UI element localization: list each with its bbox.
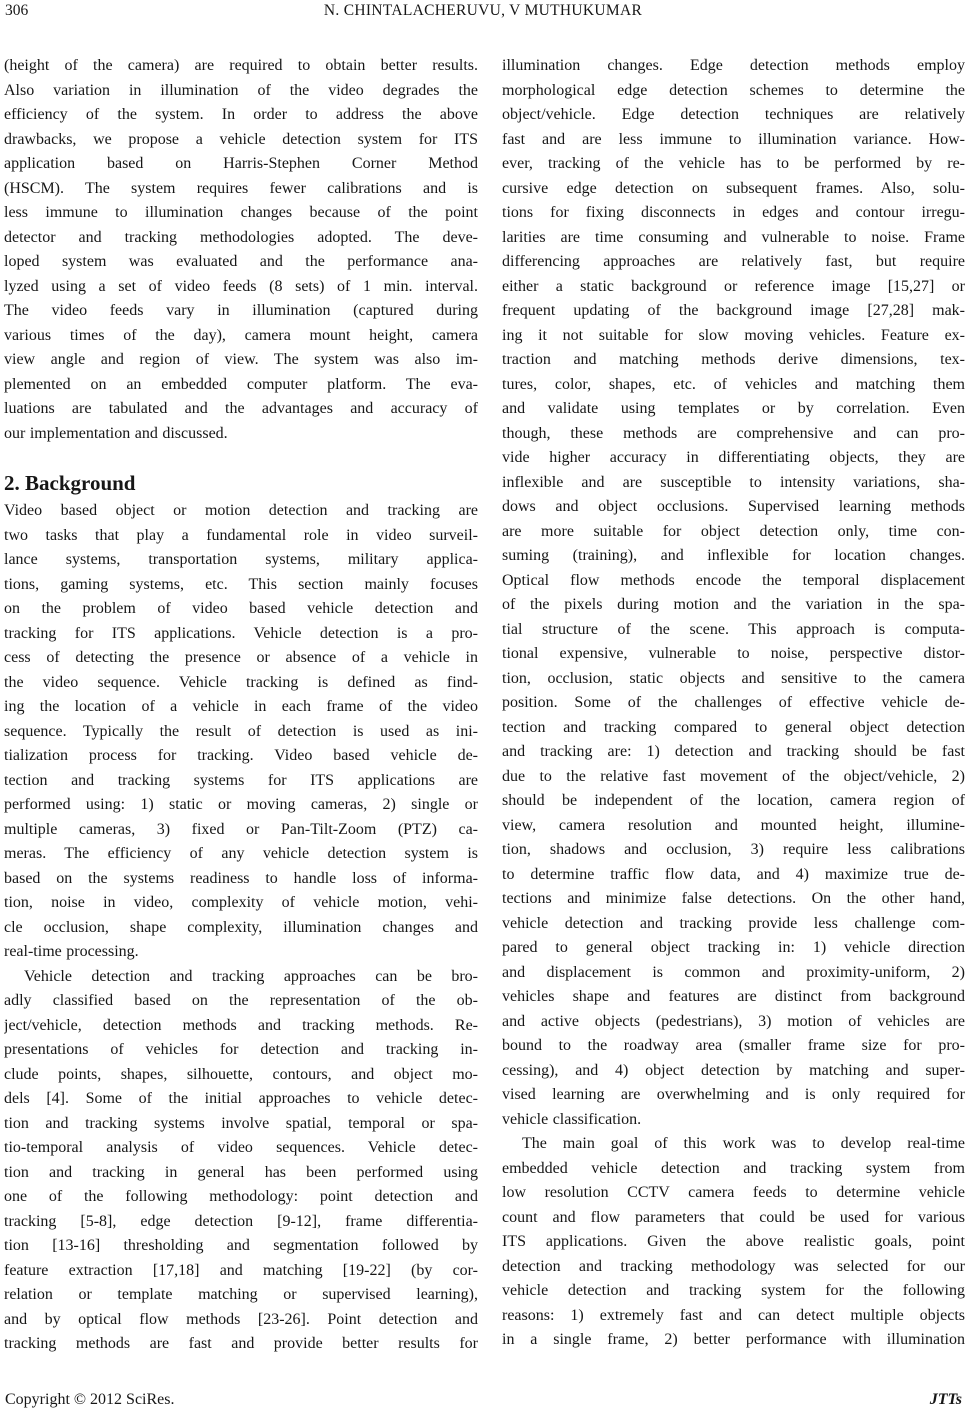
text-line: detector and tracking methodologies adopted. The deve- bbox=[4, 228, 478, 246]
text-line: sequence. Typically the result of detection is used as ini- bbox=[4, 722, 478, 740]
text-line: illumination changes. Edge detection methods employ bbox=[502, 57, 965, 74]
text-line: position. Some of the challenges of effective vehicle de- bbox=[502, 694, 965, 711]
section-heading: 2. Background bbox=[4, 471, 136, 495]
running-head: N. CHINTALACHERUVU, V MUTHUKUMAR bbox=[323, 2, 643, 19]
text-line: in a single frame, 2) better performance with illumination bbox=[502, 1331, 965, 1348]
text-line: ing the location of a vehicle in each frame of the video bbox=[4, 698, 478, 715]
text-line: drawbacks, we propose a vehicle detection system for ITS bbox=[4, 130, 478, 148]
text-line: and displacement is common and proximity-uniform, 2) bbox=[502, 963, 965, 981]
text-line: plemented on an embedded computer platform. The eva- bbox=[4, 375, 478, 393]
text-line: count and flow parameters that could be used for various bbox=[502, 1208, 965, 1226]
two-column-body bbox=[4, 57, 965, 1360]
text-line: larities are time consuming and vulnerable to noise. Frame bbox=[502, 228, 965, 246]
text-line: tion, shadows and occlusion, 3) require less calibrations bbox=[502, 841, 965, 858]
text-line: tions, gaming systems, etc. This section mainly focuses bbox=[4, 575, 478, 593]
text-line: application based on Harris-Stephen Corner Method bbox=[4, 155, 478, 172]
text-line: less immune to illumination changes because of the point bbox=[4, 204, 478, 221]
text-line: and tracking are: 1) detection and tracking should be fast bbox=[502, 743, 965, 760]
text-line: of the pixels during motion and the variation in the spa- bbox=[502, 596, 965, 613]
text-line: vehicles shape and features are distinct from background bbox=[502, 988, 965, 1005]
text-line: vehicle detection and tracking provide less challenge com- bbox=[502, 914, 965, 932]
text-line: ject/vehicle, detection methods and tracking methods. Re- bbox=[4, 1016, 478, 1034]
text-line: and validate using templates or by correlation. Even bbox=[502, 400, 965, 417]
text-line: Video based object or motion detection and tracking are bbox=[4, 502, 478, 519]
text-line: traction and matching methods derive dimensions, tex- bbox=[502, 351, 965, 368]
text-line: vised learning are overwhelming and is only required for bbox=[502, 1086, 965, 1103]
text-line: inflexible and are susceptible to intensity variations, sha- bbox=[502, 473, 965, 491]
text-line: view, camera resolution and mounted height, illumine- bbox=[502, 816, 965, 834]
text-line: pared to general object tracking in: 1) vehicle direction bbox=[502, 939, 965, 956]
text-line: to determine traffic flow data, and 4) maximize true de- bbox=[502, 865, 965, 883]
text-line: cursive edge detection on subsequent frames. Also, solu- bbox=[502, 179, 965, 197]
text-line: loped system was evaluated and the performance ana- bbox=[4, 253, 478, 270]
text-line: due to the relative fast movement of the object/vehicle, 2) bbox=[502, 767, 965, 785]
text-line: tion, occlusion, static objects and sensitive to the camera bbox=[502, 669, 965, 687]
page-number: 306 bbox=[5, 2, 29, 19]
left-column bbox=[4, 57, 478, 1360]
text-line: vehicle classification. bbox=[502, 1110, 642, 1128]
text-line: tial structure of the scene. This approach is computa- bbox=[502, 620, 965, 638]
text-line: cess of detecting the presence or absence of a vehicle in bbox=[4, 649, 478, 666]
text-line: presentations of vehicles for detection and tracking in- bbox=[4, 1041, 478, 1058]
text-line: one of the following methodology: point detection and bbox=[4, 1188, 478, 1205]
text-line: lyzed using a set of video feeds (8 sets) of 1 min. interval. bbox=[4, 277, 478, 295]
text-line: ing it not suitable for slow moving vehicles. Feature ex- bbox=[502, 326, 965, 344]
copyright-notice: Copyright © 2012 SciRes. bbox=[5, 1391, 175, 1408]
text-line: though, these methods are comprehensive and can pro- bbox=[502, 424, 965, 442]
text-line: tures, color, shapes, etc. of vehicles and matching them bbox=[502, 375, 965, 393]
text-line: relation or template matching or supervised learning), bbox=[4, 1286, 478, 1303]
text-line: tracking for ITS applications. Vehicle detection is a pro- bbox=[4, 624, 478, 642]
text-line: tion and tracking systems involve spatial, temporal or spa- bbox=[4, 1114, 478, 1132]
text-line: tion, noise in video, complexity of vehicle motion, vehi- bbox=[4, 894, 478, 911]
text-line: detection and tracking methodology was selected for our bbox=[502, 1257, 965, 1275]
text-line: meras. The efficiency of any vehicle detection system is bbox=[4, 845, 478, 862]
text-line: real-time processing. bbox=[4, 943, 139, 960]
text-line: fast and are less immune to illumination variance. How- bbox=[502, 130, 965, 148]
text-line: Optical flow methods encode the temporal displacement bbox=[502, 571, 965, 589]
text-line: based on the systems readiness to handle loss of informa- bbox=[4, 869, 478, 887]
text-line: two tasks that play a fundamental role in video surveil- bbox=[4, 526, 478, 544]
text-line: on the problem of video based vehicle detection and bbox=[4, 600, 478, 617]
text-line: suming (training), and inflexible for location changes. bbox=[502, 547, 965, 564]
text-line: efficiency of the system. In order to address the above bbox=[4, 106, 478, 123]
text-line: differencing approaches are relatively fast, but require bbox=[502, 253, 965, 270]
text-line: either a static background or reference image [15,27] or bbox=[502, 277, 965, 295]
right-column bbox=[502, 57, 965, 1360]
text-line: view angle and region of view. The system was also im- bbox=[4, 351, 478, 368]
text-line: and active objects (pedestrians), 3) motion of vehicles are bbox=[502, 1012, 965, 1030]
text-line: feature extraction [17,18] and matching [19-22] (by cor- bbox=[4, 1261, 478, 1279]
text-line: The main goal of this work was to develop real-time bbox=[522, 1135, 965, 1152]
text-line: embedded vehicle detection and tracking system from bbox=[502, 1159, 965, 1177]
text-line: tions for fixing disconnects in edges and contour irregu- bbox=[502, 204, 965, 221]
text-line: The video feeds vary in illumination (captured during bbox=[4, 302, 478, 319]
text-line: tional expensive, vulnerable to noise, perspective distor- bbox=[502, 645, 965, 662]
text-line: cle occlusion, shape complexity, illumination changes and bbox=[4, 918, 478, 936]
page-header bbox=[5, 1, 961, 23]
text-line: tracking methods are fast and provide better results for bbox=[4, 1335, 478, 1352]
text-line: ITS applications. Given the above realistic goals, point bbox=[502, 1233, 965, 1250]
page-footer bbox=[5, 1389, 962, 1411]
text-line: tracking [5-8], edge detection [9-12], frame differentia- bbox=[4, 1212, 478, 1230]
text-line: vide higher accuracy in differentiating objects, they are bbox=[502, 449, 965, 466]
text-line: tio-temporal analysis of video sequences. Vehicle detec- bbox=[4, 1139, 478, 1156]
text-line: performed using: 1) static or moving cameras, 2) single or bbox=[4, 796, 478, 813]
text-line: low resolution CCTV camera feeds to determine vehicle bbox=[502, 1184, 965, 1201]
text-line: tion and tracking in general has been performed using bbox=[4, 1163, 478, 1181]
text-line: the video sequence. Vehicle tracking is defined as find- bbox=[4, 673, 478, 691]
text-line: tialization process for tracking. Video based vehicle de- bbox=[4, 747, 478, 764]
text-line: adly classified based on the representation of the ob- bbox=[4, 992, 478, 1009]
text-line: (height of the camera) are required to obtain better results. bbox=[4, 57, 478, 74]
text-line: tections and minimize false detections. On the other hand, bbox=[502, 890, 965, 907]
text-line: morphological edge detection schemes to determine the bbox=[502, 81, 965, 99]
text-line: tection and tracking compared to general object detection bbox=[502, 718, 965, 736]
text-line: dows and object occlusions. Supervised learning methods bbox=[502, 498, 965, 515]
journal-abbreviation: JTTs bbox=[929, 1391, 962, 1408]
text-line: reasons: 1) extremely fast and can detect multiple objects bbox=[502, 1306, 965, 1324]
text-line: bound to the roadway area (smaller frame size for pro- bbox=[502, 1037, 965, 1054]
text-line: vehicle detection and tracking system for the following bbox=[502, 1282, 965, 1299]
text-line: dels [4]. Some of the initial approaches to vehicle detec- bbox=[4, 1090, 478, 1107]
text-line: various times of the day), camera mount height, camera bbox=[4, 326, 478, 344]
text-line: lance systems, transportation systems, military applica- bbox=[4, 551, 478, 568]
text-line: ever, tracking of the vehicle has to be performed by re- bbox=[502, 155, 965, 172]
text-line: clude points, shapes, silhouette, contours, and object mo- bbox=[4, 1065, 478, 1083]
text-line: multiple cameras, 3) fixed or Pan-Tilt-Zoom (PTZ) ca- bbox=[4, 820, 478, 838]
text-line: frequent updating of the background image [27,28] mak- bbox=[502, 302, 965, 319]
text-line: our implementation and discussed. bbox=[4, 424, 228, 442]
text-line: Vehicle detection and tracking approaches can be bro- bbox=[24, 967, 478, 985]
text-line: should be independent of the location, camera region of bbox=[502, 792, 965, 809]
text-line: and by optical flow methods [23-26]. Point detection and bbox=[4, 1310, 478, 1328]
text-line: Also variation in illumination of the video degrades the bbox=[4, 81, 478, 99]
text-line: (HSCM). The system requires fewer calibrations and is bbox=[4, 179, 478, 197]
text-line: tion [13-16] thresholding and segmentation followed by bbox=[4, 1237, 478, 1254]
text-line: are more suitable for object detection only, time con- bbox=[502, 522, 965, 540]
text-line: tection and tracking systems for ITS applications are bbox=[4, 771, 478, 789]
text-line: cessing), and 4) object detection by matching and super- bbox=[502, 1061, 965, 1079]
text-line: luations are tabulated and the advantages and accuracy of bbox=[4, 400, 478, 417]
text-line: object/vehicle. Edge detection techniques are relatively bbox=[502, 106, 965, 123]
